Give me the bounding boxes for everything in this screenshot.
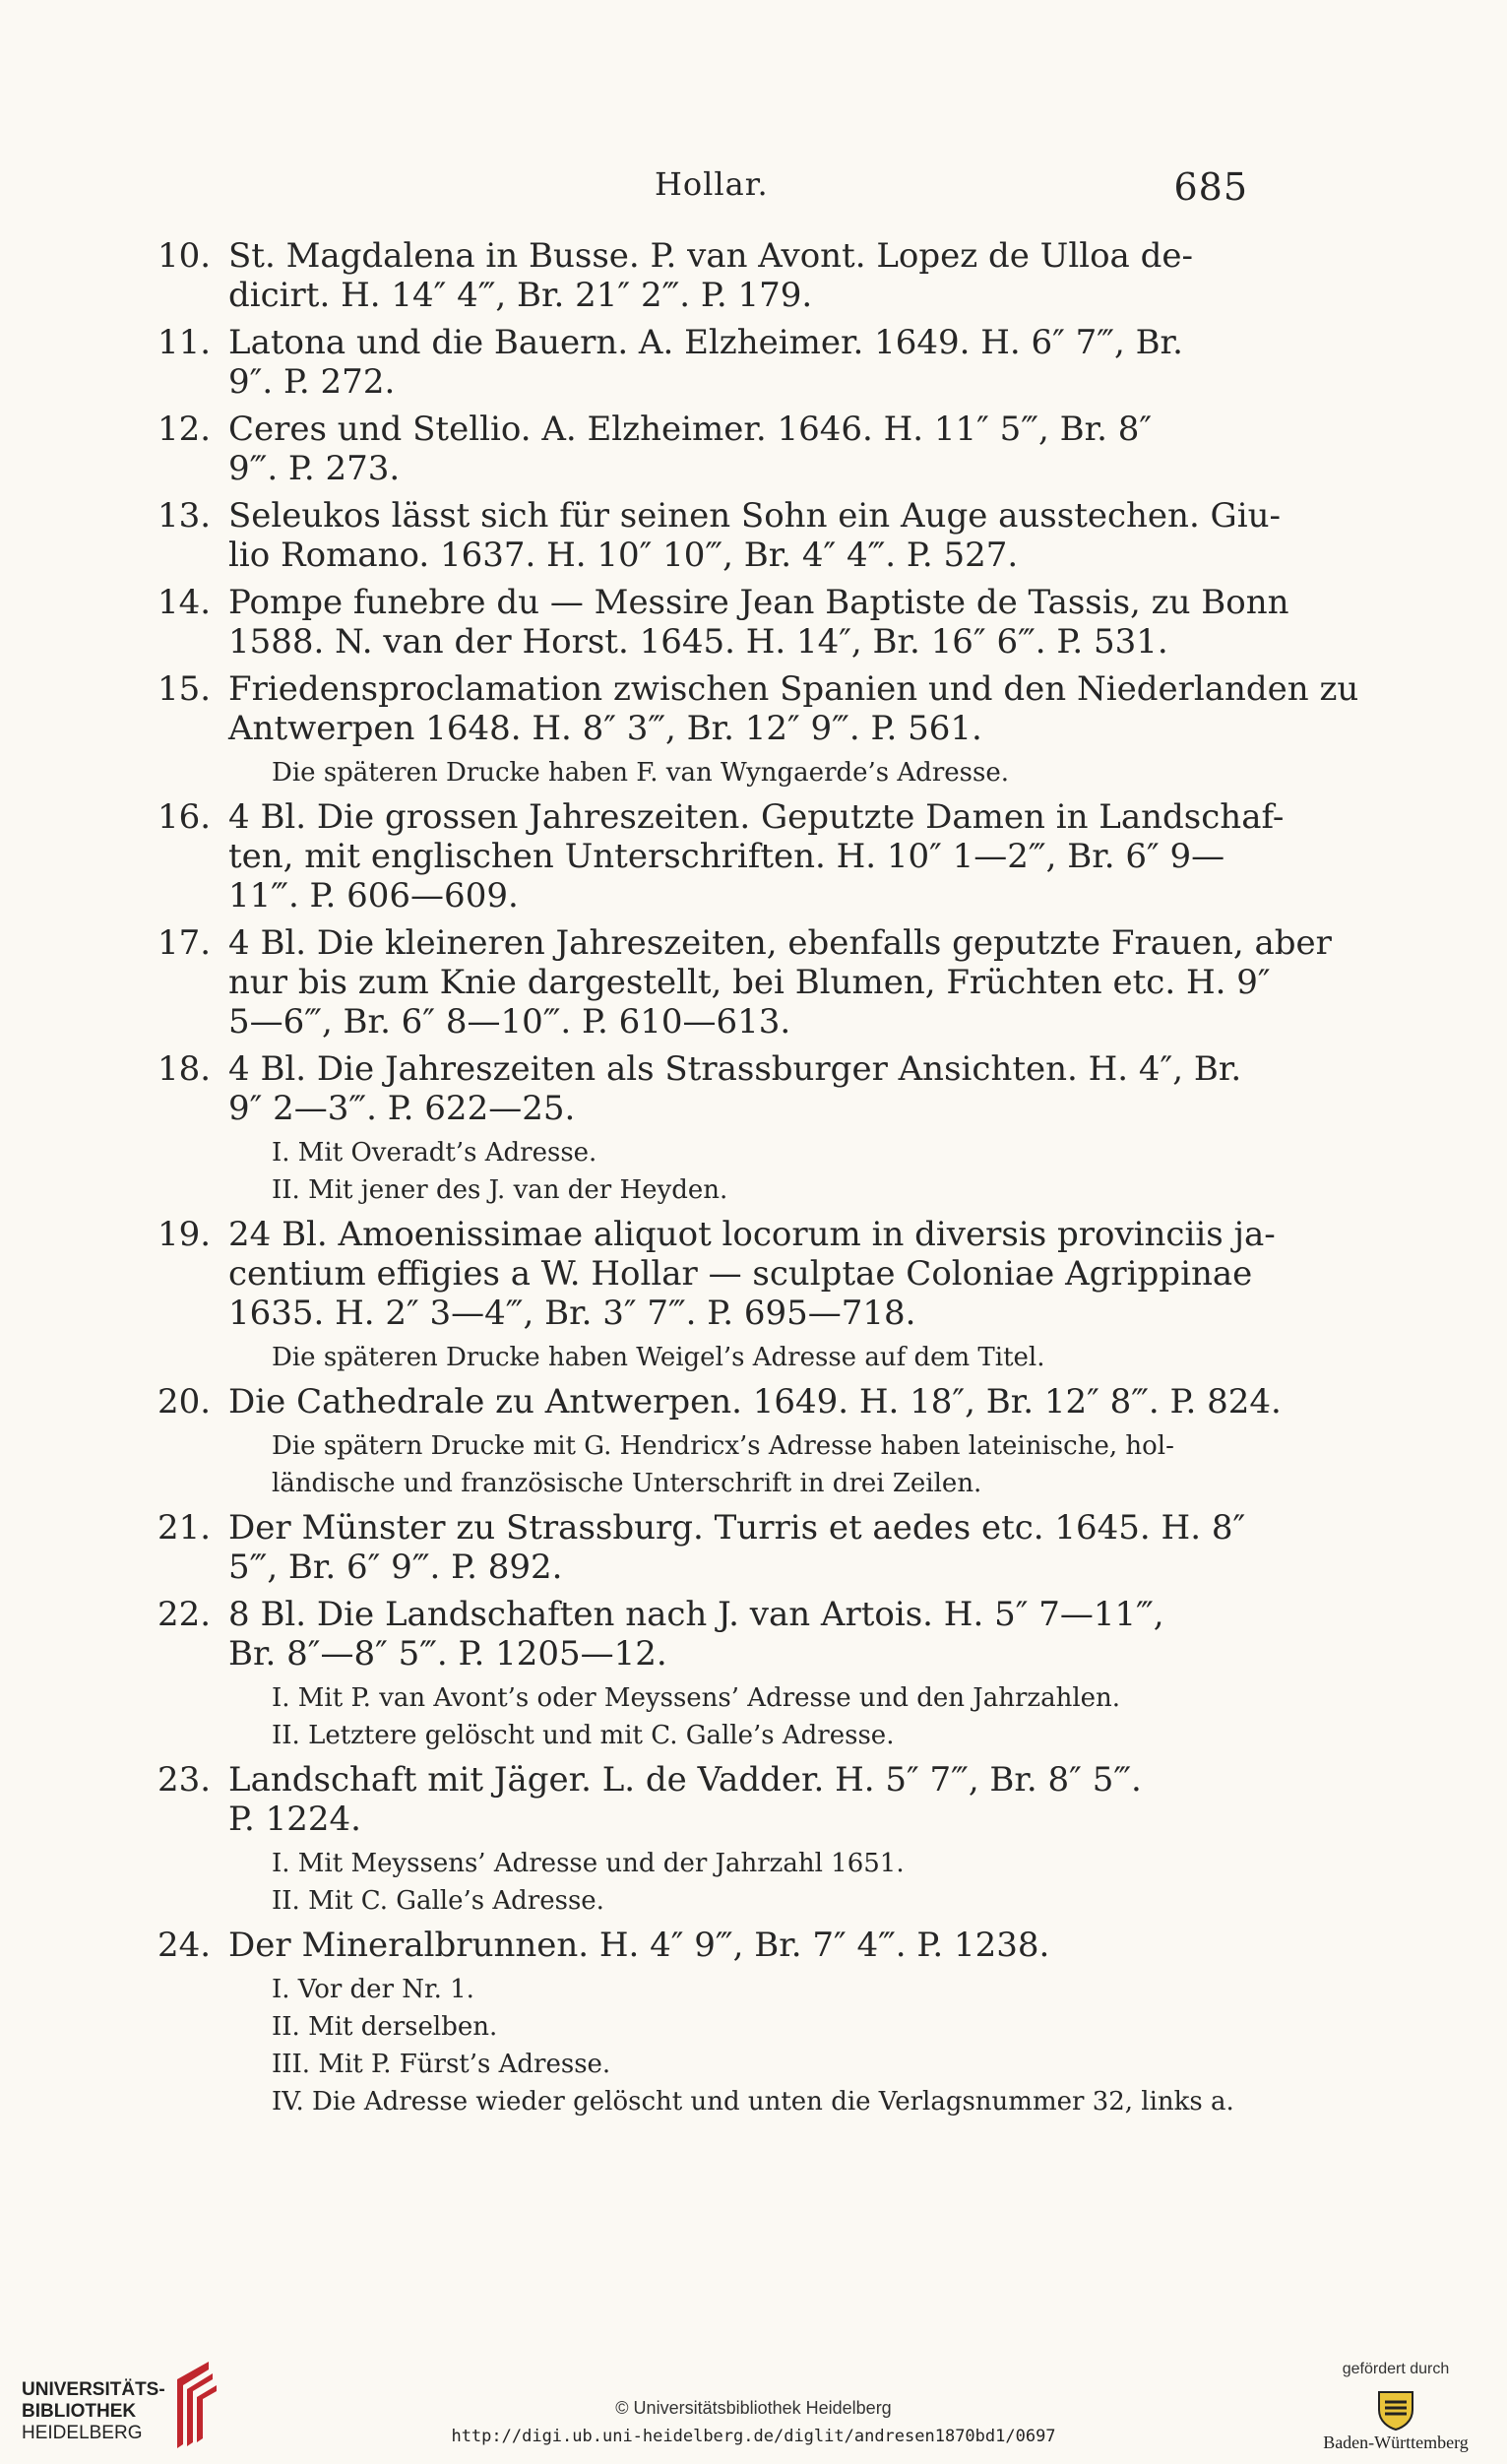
entry-text-line: 9″ 2—3‴. P. 622—25. [228,1089,576,1128]
entry-number: 24. [157,1926,212,1965]
entry-text-line: Antwerpen 1648. H. 8″ 3‴, Br. 12″ 9‴. P. 561. [228,709,982,748]
entry-number: 22. [157,1595,212,1634]
entry-text-line: Die Cathedrale zu Antwerpen. 1649. H. 18″, Br. 12″ 8‴. P. 824. [228,1382,1282,1422]
entry-note-line: I. Vor der Nr. 1. [272,1975,474,2004]
entry-text-line: 9″. P. 272. [228,362,396,402]
entry-note-line: Die späteren Drucke haben Weigel’s Adresse auf dem Titel. [272,1343,1045,1372]
catalogue-entry [157,1508,1260,1587]
entry-notes [157,1971,1260,2120]
entry-text-line: 9‴. P. 273. [228,449,401,488]
entry-number: 23. [157,1760,212,1800]
entry-text-line: 4 Bl. Die kleineren Jahreszeiten, ebenfalls geputzte Frauen, aber [228,923,1332,963]
entry-text-line: dicirt. H. 14″ 4‴, Br. 21″ 2‴. P. 179. [228,276,813,315]
catalogue-entry [157,323,1260,402]
catalogue-entry [157,410,1260,488]
entry-text-line: 11‴. P. 606—609. [228,876,519,916]
entry-text-line: St. Magdalena in Busse. P. van Avont. Lopez de Ulloa de- [228,236,1194,276]
entry-number: 12. [157,410,212,449]
entry-notes [157,1427,1260,1502]
entry-note-line: I. Mit P. van Avont’s oder Meyssens’ Adresse und den Jahrzahlen. [272,1683,1121,1713]
running-header [0,165,1507,215]
entry-text-line: 1588. N. van der Horst. 1645. H. 14″, Br. 16″ 6‴. P. 531. [228,622,1168,662]
entry-text-line: Latona und die Bauern. A. Elzheimer. 1649. H. 6″ 7‴, Br. [228,323,1183,362]
entry-note-line: I. Mit Overadt’s Adresse. [272,1138,597,1168]
entry-notes [157,1845,1260,1920]
catalogue-entry [157,496,1281,575]
entry-text-line: Pompe funebre du — Messire Jean Baptiste de Tassis, zu Bonn [228,583,1289,622]
funder-name: Baden-Württemberg [1323,2432,1469,2452]
entry-text-line: P. 1224. [228,1800,361,1839]
entry-note-line: Die spätern Drucke mit G. Hendricx’s Adresse haben lateinische, hol- [272,1431,1174,1461]
entry-note-line: II. Mit jener des J. van der Heyden. [272,1175,728,1205]
entry-number: 16. [157,797,212,837]
entry-text-line: lio Romano. 1637. H. 10″ 10‴, Br. 4″ 4‴. P. 527. [228,536,1019,575]
entry-notes [157,754,1260,791]
entry-text-line: Friedensproclamation zwischen Spanien und den Niederlanden zu [228,669,1359,709]
entry-notes [157,1339,1260,1376]
catalogue-entry [157,1215,1276,1333]
entry-number: 14. [157,583,212,622]
running-title: Hollar. [655,165,769,203]
entry-text-line: Der Mineralbrunnen. H. 4″ 9‴, Br. 7″ 4‴. P. 1238. [228,1926,1050,1965]
catalogue-entry [157,236,1260,315]
entry-notes [157,1134,1260,1209]
entry-text-line: Seleukos lässt sich für seinen Sohn ein Auge ausstechen. Giu- [228,496,1281,536]
entry-number: 10. [157,236,212,276]
catalogue-entry [157,797,1285,916]
entry-text-line: nur bis zum Knie dargestellt, bei Blumen, Früchten etc. H. 9″ [228,963,1271,1002]
catalogue-entry [157,1926,1260,1965]
catalogue-entry [157,1049,1260,1128]
entry-number: 11. [157,323,212,362]
copyright-notice: © Universitätsbibliothek Heidelberg [615,2398,892,2418]
entry-text-line: 5‴, Br. 6″ 9‴. P. 892. [228,1548,563,1587]
entry-note-line: Die späteren Drucke haben F. van Wyngaerde’s Adresse. [272,758,1009,788]
entry-text-line: 24 Bl. Amoenissimae aliquot locorum in diversis provinciis ja- [228,1215,1276,1254]
entry-note-line: III. Mit P. Fürst’s Adresse. [272,2050,611,2079]
entry-text-line: 8 Bl. Die Landschaften nach J. van Artois. H. 5″ 7—11‴, [228,1595,1164,1634]
state-crest-icon [1373,2386,1418,2432]
entry-text-line: 1635. H. 2″ 3—4‴, Br. 3″ 7‴. P. 695—718. [228,1294,916,1333]
entry-text-line: Br. 8″—8″ 5‴. P. 1205—12. [228,1634,667,1674]
page-number: 685 [1173,165,1248,209]
entry-text-line: 5—6‴, Br. 6″ 8—10‴. P. 610—613. [228,1002,791,1042]
catalogue-entry [157,1595,1260,1674]
entry-text-line: Der Münster zu Strassburg. Turris et aedes etc. 1645. H. 8″ [228,1508,1246,1548]
entry-text-line: Landschaft mit Jäger. L. de Vadder. H. 5″ 7‴, Br. 8″ 5‴. [228,1760,1142,1800]
entry-text-line: ten, mit englischen Unterschriften. H. 10″ 1—2‴, Br. 6″ 9— [228,837,1225,876]
entry-number: 13. [157,496,212,536]
entry-note-line: I. Mit Meyssens’ Adresse und der Jahrzahl 1651. [272,1849,905,1878]
entry-number: 17. [157,923,212,963]
funding-logo [1312,2361,1479,2459]
entry-text-line: 4 Bl. Die Jahreszeiten als Strassburger Ansichten. H. 4″, Br. [228,1049,1242,1089]
source-url[interactable]: http://digi.ub.uni-heidelberg.de/diglit/andresen1870bd1/0697 [451,2427,1056,2446]
catalogue-entry [157,1760,1260,1839]
catalogue-entry [157,583,1289,662]
entry-note-line: II. Mit derselben. [272,2012,498,2042]
entry-note-line: II. Mit C. Galle’s Adresse. [272,1886,604,1916]
catalogue-entry [157,1382,1282,1422]
entry-text-line: 4 Bl. Die grossen Jahreszeiten. Geputzte Damen in Landschaf- [228,797,1285,837]
entry-note-line: ländische und französische Unterschrift in drei Zeilen. [272,1469,982,1498]
catalogue-entries [157,236,1359,2126]
funded-by-label: gefördert durch [1342,2361,1450,2377]
entry-note-line: IV. Die Adresse wieder gelöscht und unten die Verlagsnummer 32, links a. [272,2087,1234,2117]
entry-number: 18. [157,1049,212,1089]
entry-text-line: Ceres und Stellio. A. Elzheimer. 1646. H. 11″ 5‴, Br. 8″ [228,410,1153,449]
entry-note-line: II. Letztere gelöscht und mit C. Galle’s Adresse. [272,1721,895,1750]
catalogue-entry [157,669,1359,748]
entry-text-line: centium effigies a W. Hollar — sculptae Coloniae Agrippinae [228,1254,1253,1294]
entry-notes [157,1679,1260,1754]
entry-number: 21. [157,1508,212,1548]
library-name: UNIVERSITÄTS- BIBLIOTHEK HEIDELBERG [22,2379,165,2443]
entry-number: 19. [157,1215,212,1254]
catalogue-entry [157,923,1332,1042]
entry-number: 20. [157,1382,212,1422]
entry-number: 15. [157,669,212,709]
